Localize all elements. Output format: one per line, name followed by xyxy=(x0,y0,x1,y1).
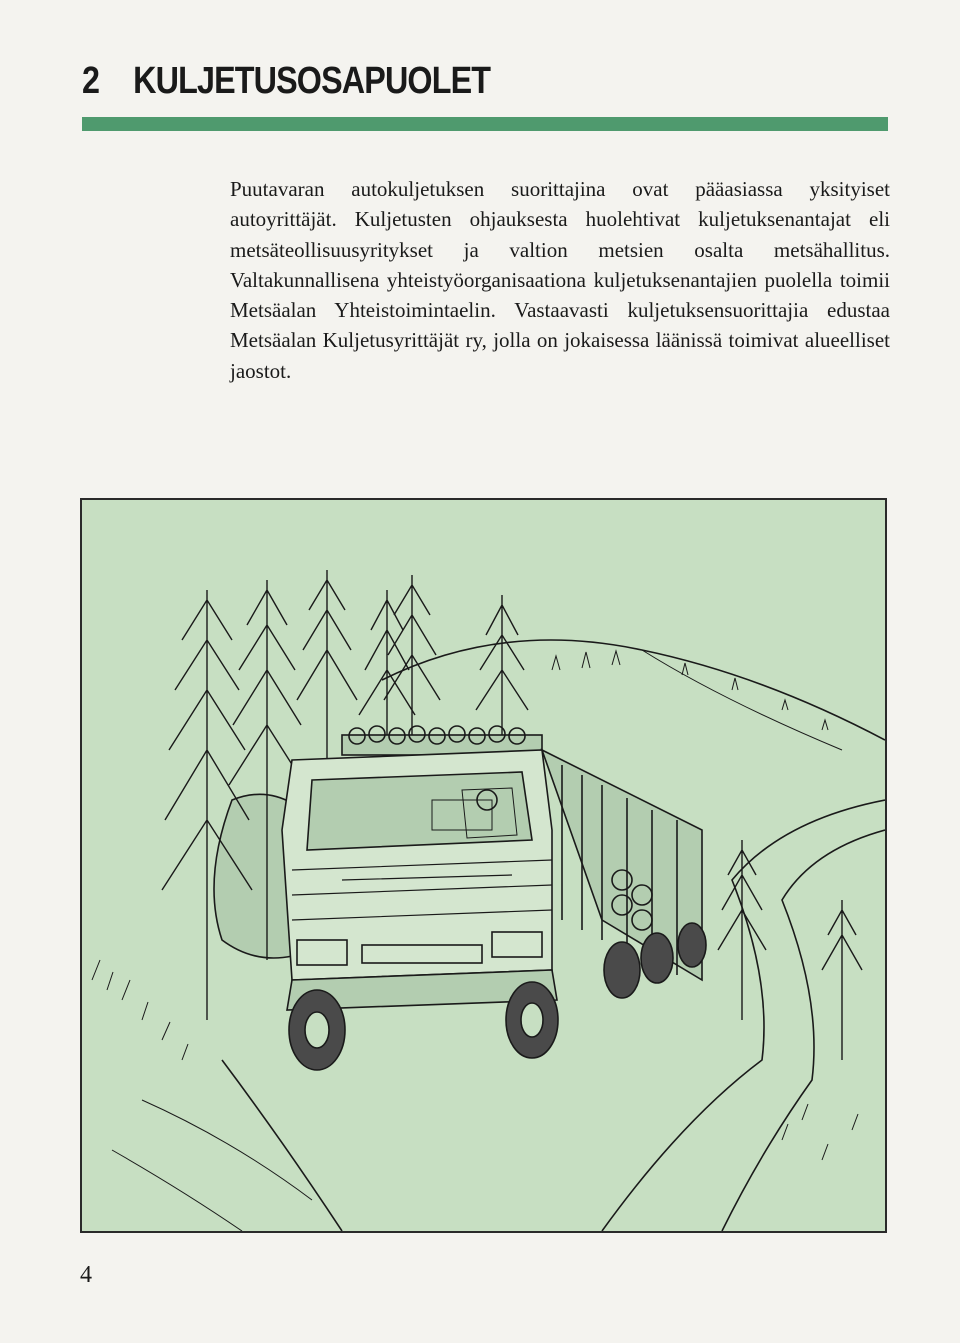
truck-cab xyxy=(282,750,557,1010)
road-edge xyxy=(222,1060,342,1231)
chapter-heading xyxy=(82,60,490,103)
chapter-number: 2 xyxy=(82,60,100,102)
heading-rule xyxy=(82,117,888,131)
hill-line xyxy=(642,650,842,750)
chapter-title: KULJETUSOSAPUOLET xyxy=(133,60,491,102)
timber-truck-illustration xyxy=(80,498,887,1233)
page-number: 4 xyxy=(80,1262,92,1288)
road-edge xyxy=(722,830,885,1231)
hill-line xyxy=(382,640,885,740)
body-paragraph: Puutavaran autokuljetuksen suorittajina ovat pääasiassa yksityiset autoyrittäjät. Kuljetusten ohjauksesta huolehtivat kuljetuksenantajat eli metsäteollisuusyritykset ja valtion metsien osalta metsähallitus. Valtakunnallisena yhteistyöorganisaationa kuljetuksenantajien puolella toimii Metsäalan Yhteistoimintaelin. Vastaavasti kuljetuksensuorittajia edustaa Metsäalan Kuljetusyrittäjät ry, jolla on jokaisessa läänissä toimivat alueelliset jaostot. xyxy=(230,177,890,383)
